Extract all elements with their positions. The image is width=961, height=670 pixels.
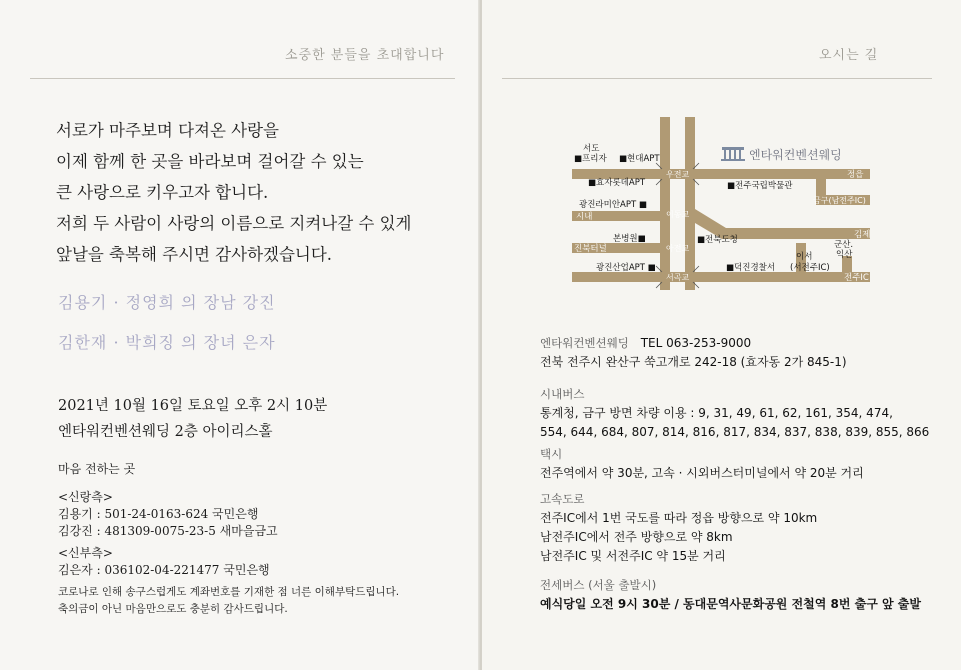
section-line: 전주IC에서 1번 국도를 따라 정읍 방향으로 약 10km (540, 511, 818, 525)
groom-side-title: <신랑측> (58, 490, 113, 504)
map-label: ■프리자 (574, 154, 607, 164)
section-heading: 전세버스 (서울 출발시) (540, 578, 657, 592)
building-icon-pillar (739, 150, 741, 159)
building-icon-base (721, 159, 745, 161)
section-heading: 택시 (540, 447, 563, 461)
map-label: ■현대APT (619, 154, 660, 164)
venue-label: 엔타워컨벤션웨딩 (749, 148, 842, 162)
map-label: ■효자롯데APT (588, 178, 646, 188)
event-datetime: 2021년 10월 16일 토요일 오후 2시 10분 (58, 398, 328, 414)
groom-parents: 김용기 · 정영희 의 장남 강진 (58, 293, 276, 312)
section-line: 남전주IC에서 전주 방향으로 약 8km (540, 530, 733, 544)
map-road (660, 117, 670, 290)
venue-marker (721, 147, 842, 162)
venue-address: 전북 전주시 완산구 쑥고개로 242-18 (효자동 2가 845-1) (540, 355, 847, 369)
invitation-line: 저희 두 사람이 사랑의 이름으로 지켜나갈 수 있게 (56, 214, 412, 233)
note-line: 축의금이 아닌 마음만으로도 충분히 감사드립니다. (58, 603, 288, 615)
bridge-label: 우전교 (666, 170, 690, 179)
section-line: 통계청, 금구 방면 차량 이용 : 9, 31, 49, 61, 62, 161, 354, 474, (540, 406, 893, 420)
invitation-line: 서로가 마주보며 다져온 사랑을 (56, 121, 279, 140)
section-heading: 시내버스 (540, 387, 585, 401)
bride-side-title: <신부측> (58, 546, 113, 560)
account-line: 김강진 : 481309-0075-23-5 새마을금고 (58, 524, 278, 538)
building-icon-pillar (729, 150, 731, 159)
taxi-section (540, 445, 864, 483)
map-label: (서전주IC) (790, 263, 830, 273)
map-label: 본병원■ (613, 234, 646, 244)
building-icon-pillar (724, 150, 726, 159)
map-label: 금구(남전주IC) (813, 196, 866, 205)
right-page-header: 오시는 길 (819, 48, 879, 63)
note-line: 코로나로 인해 송구스럽게도 계좌번호를 기재한 점 너른 이해부탁드립니다. (58, 586, 400, 598)
section-heading: 고속도로 (540, 492, 585, 506)
invitation-line: 앞날을 축복해 주시면 감사하겠습니다. (56, 245, 333, 264)
invitation-line: 큰 사랑으로 키우고자 합니다. (56, 183, 269, 202)
map-label: 이서 (796, 252, 813, 262)
map-label: ■전주국립박물관 (727, 181, 793, 191)
contact-name: 엔타워컨벤션웨딩 (540, 336, 629, 350)
bridge-label: 아전교 (666, 244, 690, 253)
event-venue: 엔타워컨벤션웨딩 2층 아이리스홀 (58, 424, 273, 440)
bridge-label: 서곡교 (666, 273, 690, 282)
section-line: 예식당일 오전 9시 30분 / 동대문역사문화공원 전철역 8번 출구 앞 출발 (540, 597, 921, 611)
accounts-title: 마음 전하는 곳 (58, 462, 136, 476)
account-line: 김용기 : 501-24-0163-624 국민은행 (58, 507, 259, 521)
map-label: ■덕진경찰서 (726, 263, 776, 273)
map-label: 군산. (834, 240, 854, 250)
map-label: ■전북도청 (697, 235, 738, 245)
contact-info (540, 334, 847, 372)
charter-bus-section (540, 576, 921, 614)
invitation-text (56, 115, 412, 270)
map-label: 전주IC (844, 273, 869, 283)
contact-line (540, 334, 847, 353)
map-label: 진북터널 (574, 244, 607, 254)
contact-tel: TEL 063-253-9000 (640, 336, 752, 350)
event-details (58, 393, 327, 445)
bus-section (540, 385, 929, 442)
left-header-rule (30, 78, 455, 79)
highway-section (540, 490, 817, 566)
bride-parents: 김한재 · 박희징 의 장녀 은자 (58, 333, 276, 352)
building-icon-pillar (734, 150, 736, 159)
map-label: 정읍 (847, 170, 864, 180)
map-label: 광진라미안APT ■ (579, 200, 647, 210)
location-map (566, 113, 879, 294)
map-label: 서도 (583, 144, 600, 154)
account-line: 김은자 : 036102-04-221477 국민은행 (58, 563, 270, 577)
bridge-label: 이동교 (666, 210, 690, 219)
account-note (58, 584, 399, 618)
right-header-rule (502, 78, 932, 79)
left-page-header: 소중한 분들을 초대합니다 (285, 48, 445, 63)
section-line: 554, 644, 684, 807, 814, 816, 817, 834, 837, 838, 839, 855, 866 (540, 425, 930, 439)
invitation-line: 이제 함께 한 곳을 바라보며 걸어갈 수 있는 (56, 152, 364, 171)
left-page (0, 0, 480, 670)
map-road (572, 272, 870, 282)
map-road (685, 117, 695, 290)
map-label: 시내 (576, 212, 593, 222)
section-line: 남전주IC 및 서전주IC 약 15분 거리 (540, 549, 726, 563)
map-label: 익산 (836, 250, 853, 260)
building-icon (722, 147, 744, 150)
map-label: 광진산업APT ■ (596, 263, 656, 273)
section-line: 전주역에서 약 30분, 고속 · 시외버스터미널에서 약 20분 거리 (540, 466, 864, 480)
map-label: 김제 (854, 230, 871, 240)
